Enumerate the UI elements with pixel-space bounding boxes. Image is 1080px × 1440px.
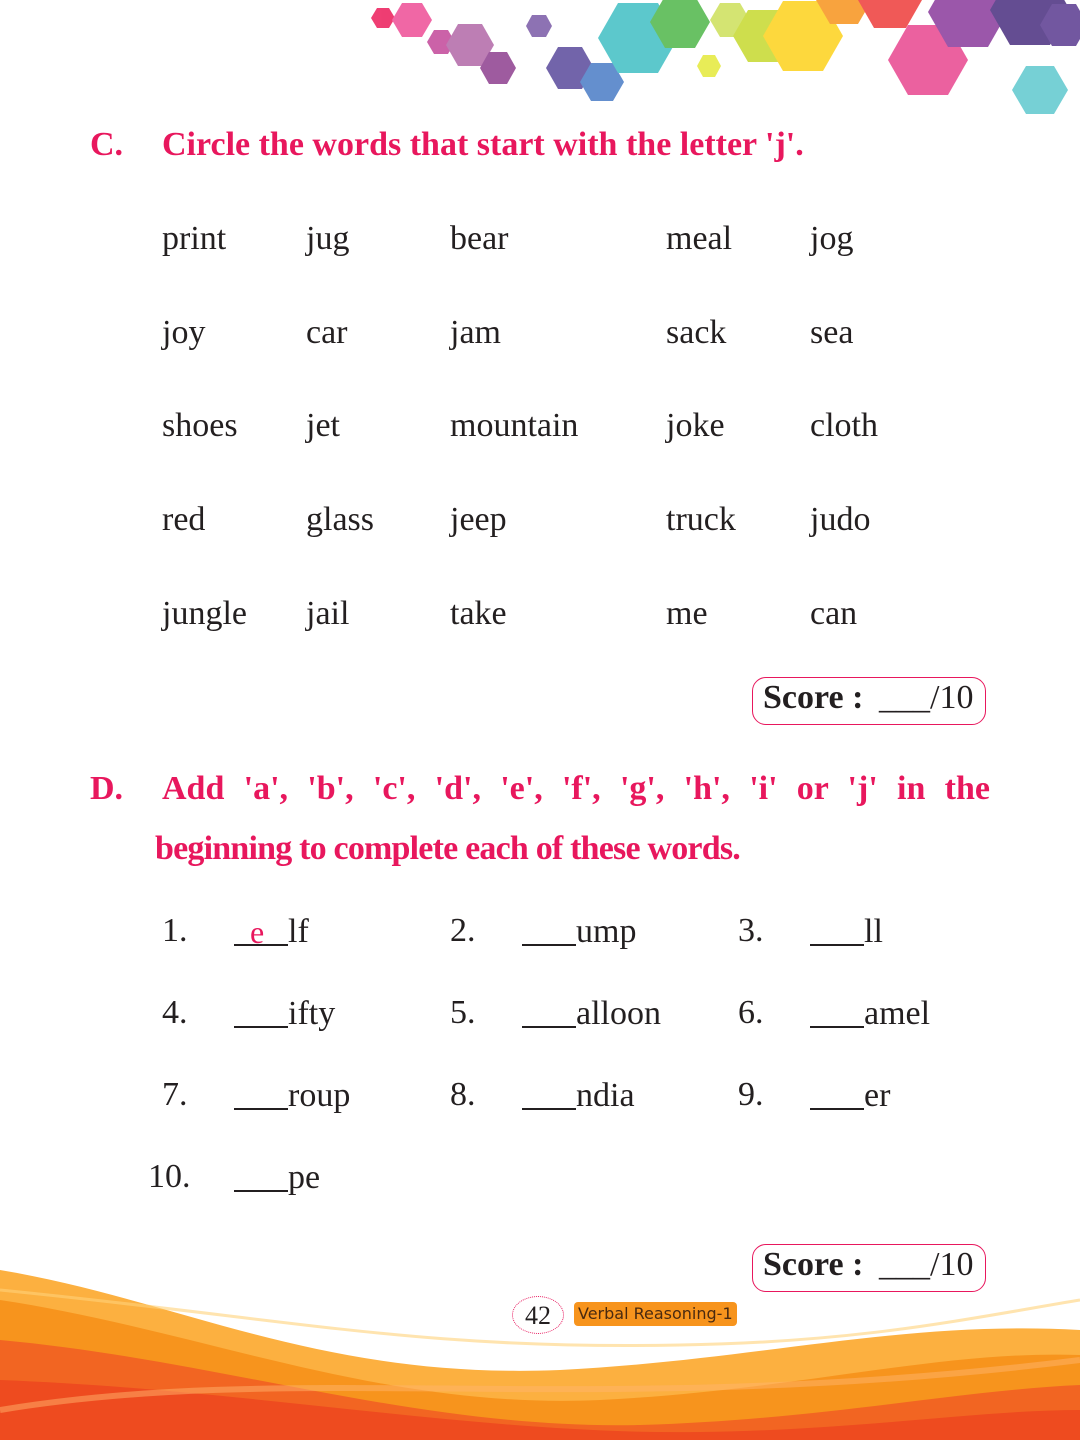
word-item[interactable]: sack (666, 314, 727, 351)
section-d-instruction-line2: beginning to complete each of these words. (155, 830, 740, 867)
answer-blank[interactable] (234, 994, 288, 1028)
item-number: 7. (162, 1076, 188, 1113)
item-number: 8. (450, 1076, 476, 1113)
word-item[interactable]: can (810, 595, 858, 632)
word-item[interactable]: sea (810, 314, 854, 351)
word-suffix: er (864, 1077, 891, 1114)
word-item[interactable]: jam (450, 314, 501, 351)
word-item[interactable]: truck (666, 501, 736, 538)
word-item[interactable]: jog (810, 220, 854, 257)
item-number: 6. (738, 994, 764, 1031)
word-item[interactable]: jet (306, 407, 340, 444)
word-item[interactable]: glass (306, 501, 374, 538)
section-d-letter: D. (90, 770, 124, 807)
fill-in-item (522, 1076, 635, 1115)
word-item[interactable]: take (450, 595, 507, 632)
answer-blank[interactable] (810, 1076, 864, 1110)
word-item[interactable]: car (306, 314, 348, 351)
word-item[interactable]: jeep (450, 501, 507, 538)
fill-in-item (522, 912, 636, 951)
word-item[interactable]: cloth (810, 407, 878, 444)
item-number: 4. (162, 994, 188, 1031)
fill-in-item (234, 1158, 320, 1197)
word-item[interactable]: jungle (162, 595, 247, 632)
word-suffix: roup (288, 1077, 351, 1114)
answer-blank[interactable] (522, 994, 576, 1028)
page-number: 42 (512, 1296, 564, 1334)
answer-blank[interactable] (234, 1158, 288, 1192)
fill-in-item (522, 994, 661, 1033)
item-number: 3. (738, 912, 764, 949)
word-suffix: amel (864, 995, 931, 1032)
word-suffix: ll (864, 913, 883, 950)
word-item[interactable]: joke (666, 407, 725, 444)
fill-in-item (234, 1076, 350, 1115)
word-item[interactable]: judo (810, 501, 871, 538)
word-item[interactable]: jail (306, 595, 350, 632)
answer-blank[interactable] (522, 1076, 576, 1110)
decorative-hexagon-banner (0, 0, 1080, 130)
answer-blank[interactable] (522, 912, 576, 946)
word-suffix: ndia (576, 1077, 635, 1114)
item-number: 9. (738, 1076, 764, 1113)
word-suffix: ifty (288, 995, 336, 1032)
section-c-score-label: Score : (763, 679, 864, 716)
section-d-score-label: Score : (763, 1246, 864, 1283)
word-suffix: pe (288, 1159, 321, 1196)
section-d-score-value: ___/10 (879, 1246, 974, 1283)
word-item[interactable]: me (666, 595, 708, 632)
fill-in-item (234, 994, 335, 1033)
book-title-badge: Verbal Reasoning-1 (574, 1302, 737, 1326)
section-d-instruction-line1: Add 'a', 'b', 'c', 'd', 'e', 'f', 'g', 'h', 'i' or 'j' in the (162, 770, 990, 807)
answer-blank[interactable] (234, 1076, 288, 1110)
fill-in-item (810, 1076, 890, 1115)
item-number: 10. (148, 1158, 191, 1195)
word-item[interactable]: bear (450, 220, 509, 257)
section-c-letter: C. (90, 126, 124, 163)
word-item[interactable]: print (162, 220, 227, 257)
section-c-score-box (752, 677, 986, 725)
item-number: 2. (450, 912, 476, 949)
word-suffix: alloon (576, 995, 661, 1032)
word-item[interactable]: jug (306, 220, 350, 257)
word-item[interactable]: joy (162, 314, 206, 351)
answer-blank[interactable] (810, 994, 864, 1028)
item-number: 1. (162, 912, 188, 949)
word-suffix: lf (288, 913, 309, 950)
word-item[interactable]: meal (666, 220, 733, 257)
section-c-score-value: ___/10 (879, 679, 974, 716)
section-c-instruction: Circle the words that start with the letter 'j'. (162, 126, 804, 163)
answer-blank[interactable] (234, 912, 288, 950)
item-number: 5. (450, 994, 476, 1031)
word-item[interactable]: shoes (162, 407, 238, 444)
answer-blank[interactable] (810, 912, 864, 946)
word-item[interactable]: mountain (450, 407, 579, 444)
fill-in-item (810, 994, 930, 1033)
word-item[interactable]: red (162, 501, 206, 538)
decorative-wave-footer (0, 1260, 1080, 1440)
fill-in-item (810, 912, 883, 951)
fill-in-item (234, 912, 309, 951)
answer-text: e (250, 914, 265, 950)
word-suffix: ump (576, 913, 637, 950)
